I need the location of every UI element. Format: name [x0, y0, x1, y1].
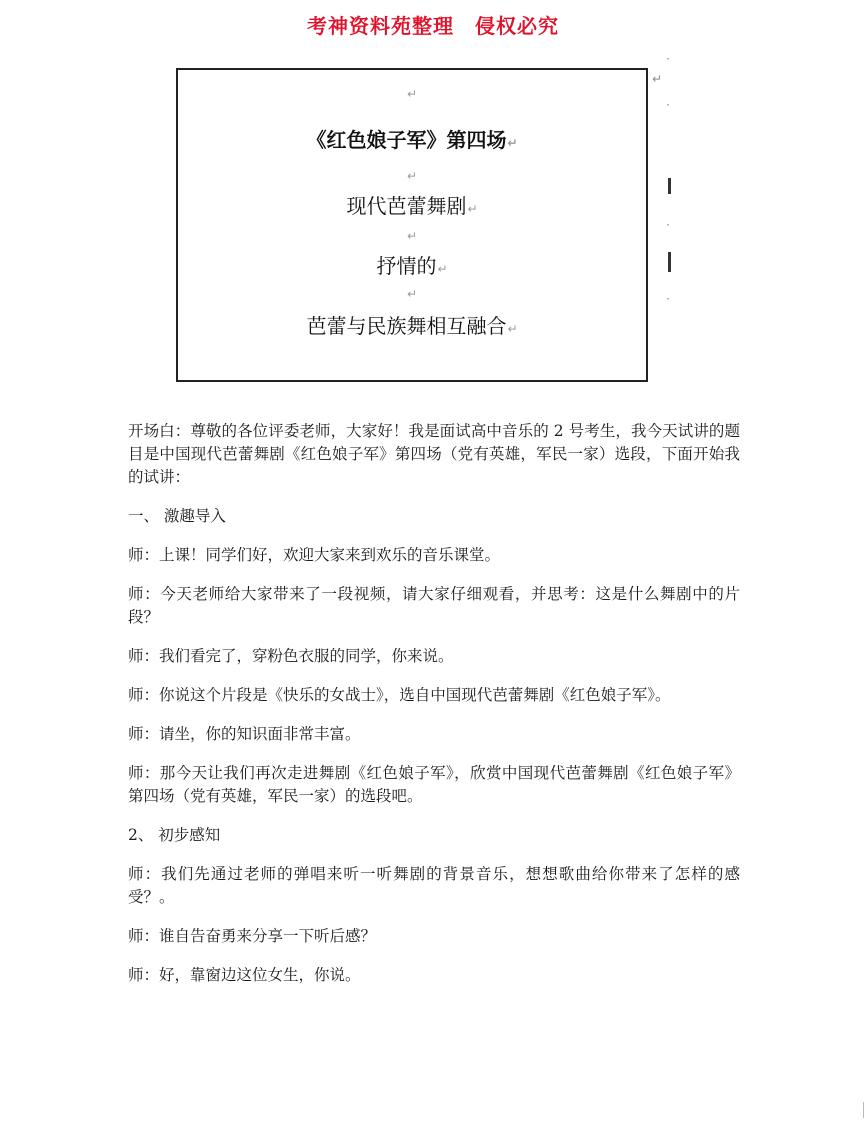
- edge-bar: [668, 178, 671, 194]
- board-line-mood: 抒情的↵: [376, 254, 448, 278]
- paragraph: 师：谁自告奋勇来分享一下听后感？: [128, 927, 377, 945]
- paragraph: 师：你说这个片段是《快乐的女战士》，选自中国现代芭蕾舞剧《红色娘子军》。: [128, 686, 671, 704]
- paragraph: 师：我们先通过老师的弹唱来听一听舞剧的背景音乐，想想歌曲给你带来了怎样的感受？。: [128, 865, 740, 906]
- paragraph-opening: 开场白：尊敬的各位评委老师，大家好！我是面试高中音乐的 2 号考生，我今天试讲的题目是中国现代芭蕾舞剧《红色娘子军》第四场（党有英雄，军民一家）选段，下面开始我的试讲：: [128, 422, 740, 486]
- return-mark: ↵: [406, 169, 418, 183]
- return-mark: ↵: [406, 87, 418, 101]
- board-line-genre: 现代芭蕾舞剧↵: [346, 194, 478, 218]
- return-mark: ↵: [406, 287, 418, 301]
- edge-bar: [668, 252, 671, 272]
- lesson-body: [128, 420, 740, 1003]
- paragraph: 师：那今天让我们再次走进舞剧《红色娘子军》，欣赏中国现代芭蕾舞剧《红色娘子军》第四场（党有英雄，军民一家）的选段吧。: [128, 764, 740, 805]
- blackboard-box: [176, 68, 648, 382]
- edge-mark: ·: [666, 98, 670, 112]
- section-heading: 一、 激趣导入: [128, 507, 226, 525]
- paragraph: 师：好，靠窗边这位女生，你说。: [128, 966, 361, 984]
- paragraph: 师：上课！同学们好，欢迎大家来到欢乐的音乐课堂。: [128, 546, 501, 564]
- edge-mark: ·: [666, 52, 670, 66]
- edge-mark: ·: [666, 292, 670, 306]
- edge-mark: ↵: [652, 72, 663, 86]
- edge-mark: ·: [666, 218, 670, 232]
- board-line-fusion: 芭蕾与民族舞相互融合↵: [306, 314, 518, 338]
- paragraph: 师：请坐，你的知识面非常丰富。: [128, 725, 361, 743]
- return-mark: ↵: [406, 229, 418, 243]
- paragraph: 师：今天老师给大家带来了一段视频，请大家仔细观看，并思考：这是什么舞剧中的片段？: [128, 585, 740, 626]
- board-title: 《红色娘子军》第四场↵: [306, 128, 518, 152]
- paragraph: 师：我们看完了，穿粉色衣服的同学，你来说。: [128, 647, 454, 665]
- section-heading: 2、 初步感知: [128, 826, 221, 844]
- watermark-header: 考神资料苑整理 侵权必究: [307, 14, 559, 38]
- page-corner-mark: [863, 1102, 864, 1118]
